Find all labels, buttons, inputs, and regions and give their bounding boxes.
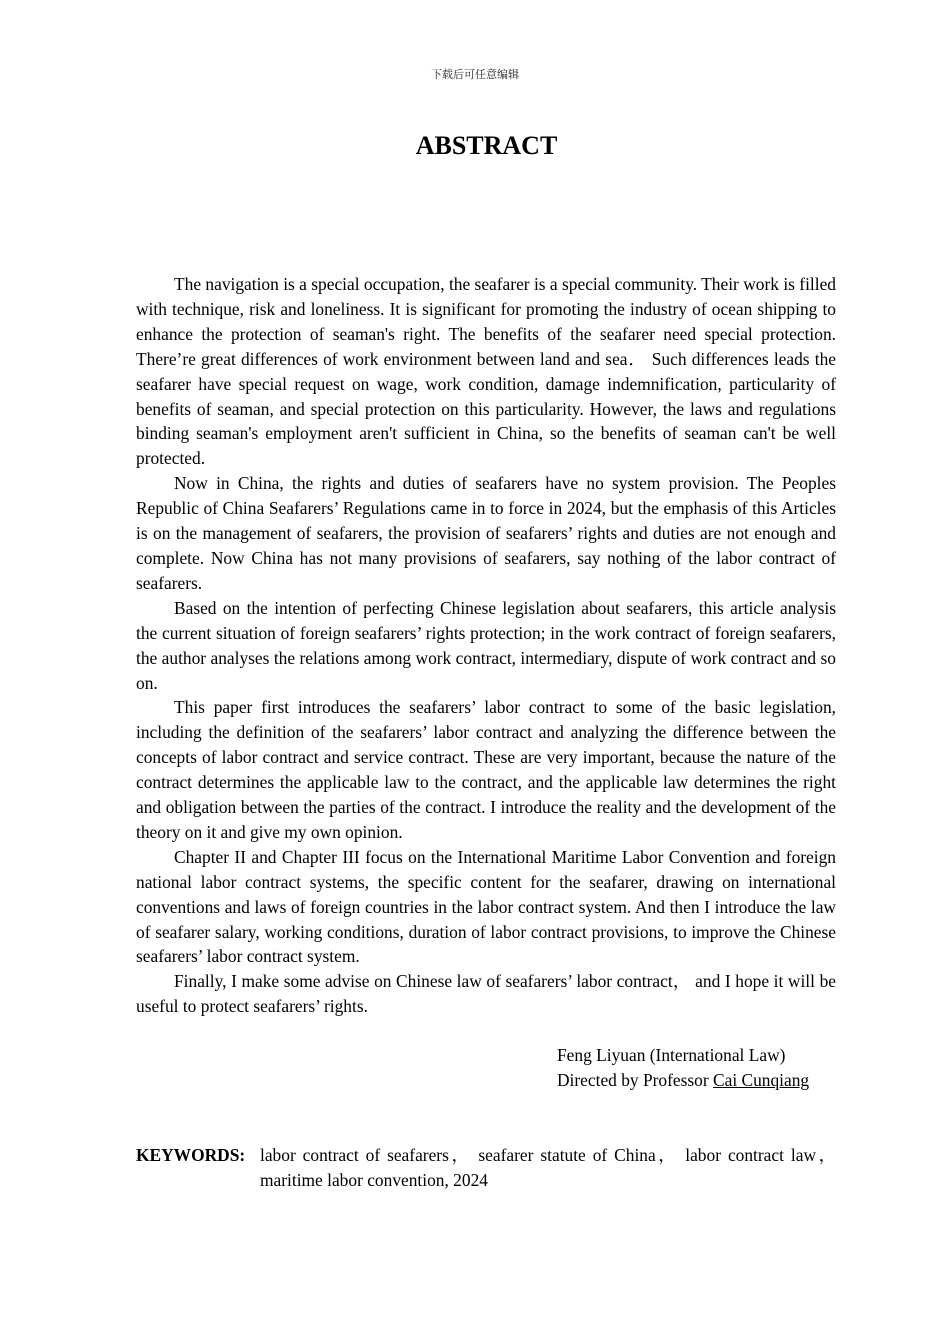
advisor-name: Cai Cunqiang <box>713 1070 810 1090</box>
keywords-label: KEYWORDS: <box>136 1145 246 1165</box>
author-line: Feng Liyuan (International Law) <box>557 1045 786 1065</box>
abstract-paragraph: Now in China, the rights and duties of seafarers have no system provision. The Peoples Republic of China Seafarers’ Regulations came in to force in 2024, but the emphasis of this Articles is on the management of seafarers, the provision of seafarers’ rights and duties are not enough and complete. Now China has not many provisions of seafarers, say nothing of the labor contract of seafarers. <box>136 473 836 593</box>
abstract-paragraph: This paper first introduces the seafarers’ labor contract to some of the basic legislation, including the definition of the seafarers’ labor contract and analyzing the difference between the concepts of labor contract and service contract. These are very important, because the nature of the contract determines the applicable law to the contract, and the applicable law determines the right and obligation between the parties of the contract. I introduce the reality and the development of the theory on it and give my own opinion. <box>136 697 836 842</box>
advisor-prefix: Directed by Professor <box>557 1070 713 1090</box>
page-title: ABSTRACT <box>415 131 558 160</box>
abstract-body <box>136 272 836 1019</box>
abstract-paragraph: The navigation is a special occupation, the seafarer is a special community. Their work is filled with technique, risk and loneliness. It is significant for promoting the industry of ocean shipping to enhance the protection of seaman's right. The benefits of the seafarer need special protection. There’re great differences of work environment between land and sea． Such differences leads the seafarer have special request on wage, work condition, damage indemnification, particularity of benefits of seaman, and special protection on this particularity. However, the laws and regulations binding seaman's employment aren't sufficient in China, so the benefits of seaman can't be well protected. <box>136 274 836 469</box>
header-note: 下载后可任意编辑 <box>431 68 519 81</box>
signature-block <box>557 1043 809 1093</box>
abstract-paragraph: Finally, I make some advise on Chinese law of seafarers’ labor contract， and I hope it will be useful to protect seafarers’ rights. <box>136 971 836 1017</box>
abstract-paragraph: Based on the intention of perfecting Chinese legislation about seafarers, this article analysis the current situation of foreign seafarers’ rights protection; in the work contract of foreign seafarers, the author analyses the relations among work contract, intermediary, dispute of work contract and so on. <box>136 597 836 693</box>
advisor-line <box>557 1068 809 1093</box>
keywords-block <box>136 1143 836 1193</box>
keywords-list: labor contract of seafarers， seafarer statute of China， labor contract law， maritime labor convention, 2024 <box>260 1145 836 1190</box>
abstract-paragraph: Chapter II and Chapter III focus on the International Maritime Labor Convention and foreign national labor contract systems, the specific content for the seafarer, drawing on international conventions and laws of foreign countries in the labor contract system. And then I introduce the law of seafarer salary, working conditions, duration of labor contract provisions, to improve the Chinese seafarers’ labor contract system. <box>136 846 836 967</box>
